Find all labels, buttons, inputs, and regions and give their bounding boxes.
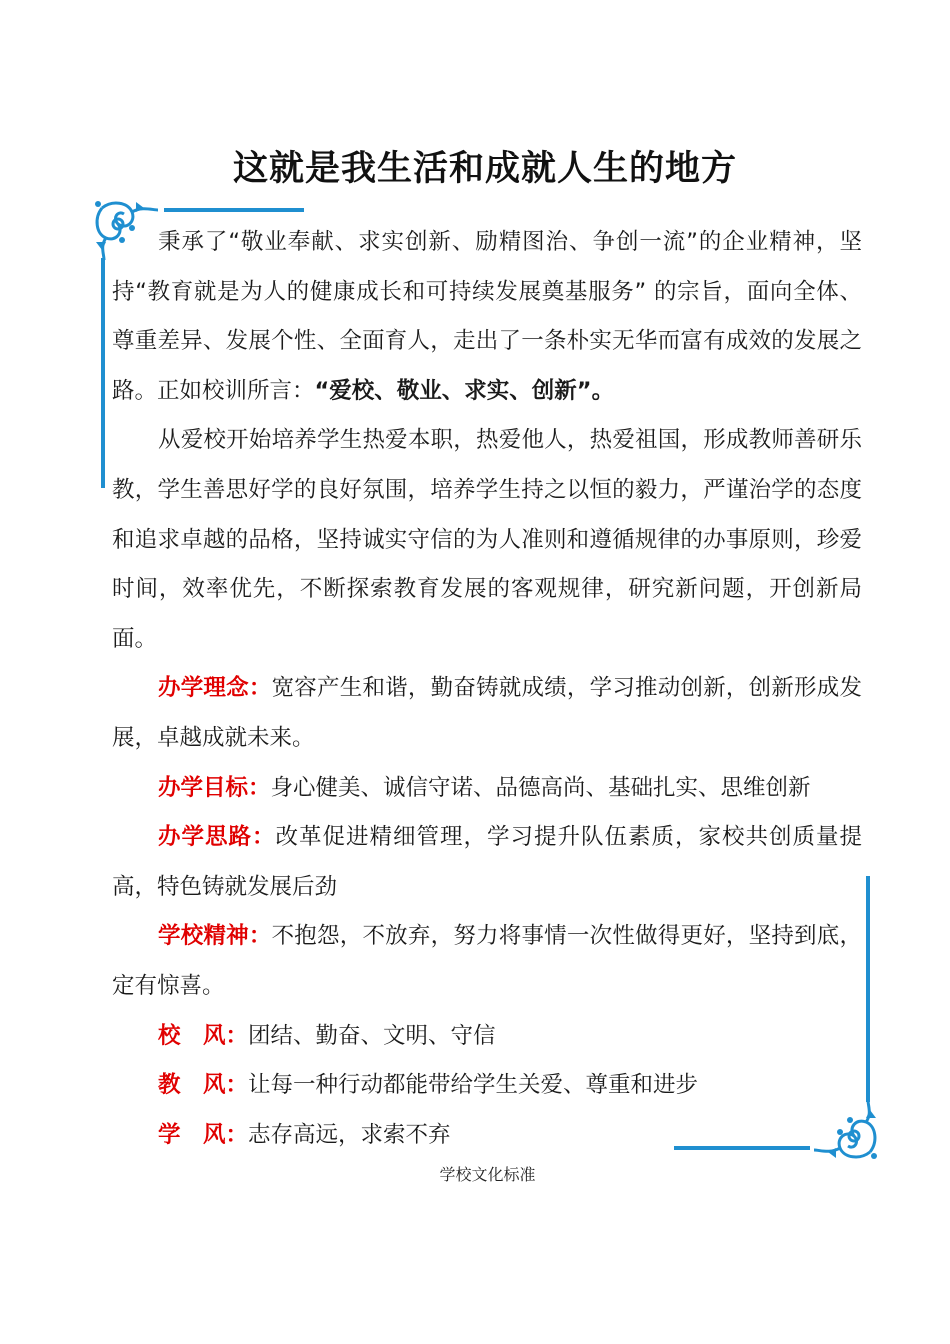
field-text: 志存高远，求索不弃 <box>248 1121 451 1148</box>
field-label: 校 风： <box>158 1022 249 1049</box>
item-label: 办学理念： <box>158 675 272 702</box>
item-approach <box>112 813 862 912</box>
item-label: 办学思路： <box>158 824 276 851</box>
item-label: 学校精神： <box>158 923 272 950</box>
item-text: 改革促进精细管理，学习提升队伍素质，家校共创质量提高，特色铸就发展后劲 <box>112 824 862 900</box>
item-text: 宽容产生和谐，勤奋铸就成绩，学习推动创新，创新形成发展，卓越成就未来。 <box>112 675 862 751</box>
field-label: 教 风： <box>158 1072 249 1099</box>
item-text: 身心健美、诚信守诺、品德高尚、基础扎实、思维创新 <box>270 774 811 801</box>
item-label: 办学目标： <box>158 774 271 801</box>
field-text: 让每一种行动都能带给学生关爱、尊重和进步 <box>248 1072 699 1099</box>
field-school-style <box>112 1012 862 1062</box>
item-concept <box>112 664 862 763</box>
paragraph-mission <box>112 218 862 416</box>
mission-text: 秉承了“敬业奉献、求实创新、励精图治、争创一流”的企业精神，坚持“教育就是为人的健康成长和可持续发展奠基服务” 的宗旨，面向全体、尊重差异、发展个性、全面育人，走出了一条朴实无华而富有成效的发展之路。正如校训所言： <box>112 229 862 404</box>
page-footer: 学校文化标准 <box>439 1165 536 1184</box>
field-teaching-style <box>112 1061 862 1111</box>
field-study-style <box>112 1111 862 1161</box>
item-text: 不抱怨，不放弃，努力将事情一次性做得更好，坚持到底，定有惊喜。 <box>112 923 862 999</box>
field-label: 学 风： <box>158 1121 249 1148</box>
field-text: 团结、勤奋、文明、守信 <box>248 1022 496 1049</box>
page-title: 这就是我生活和成就人生的地方 <box>232 149 737 190</box>
school-motto: “爱校、敬业、求实、创新”。 <box>314 377 615 404</box>
body-text <box>112 218 862 1160</box>
paragraph-philosophy: 从爱校开始培养学生热爱本职，热爱他人，热爱祖国，形成教师善研乐教，学生善思好学的良好氛围，培养学生持之以恒的毅力，严谨治学的态度和追求卓越的品格，坚持诚实守信的为人准则和遵循规律的办事原则，珍爱时间，效率优先，不断探索教育发展的客观规律，研究新问题，开创新局面。 <box>112 427 862 652</box>
item-spirit <box>112 912 862 1011</box>
item-goal <box>112 764 862 814</box>
